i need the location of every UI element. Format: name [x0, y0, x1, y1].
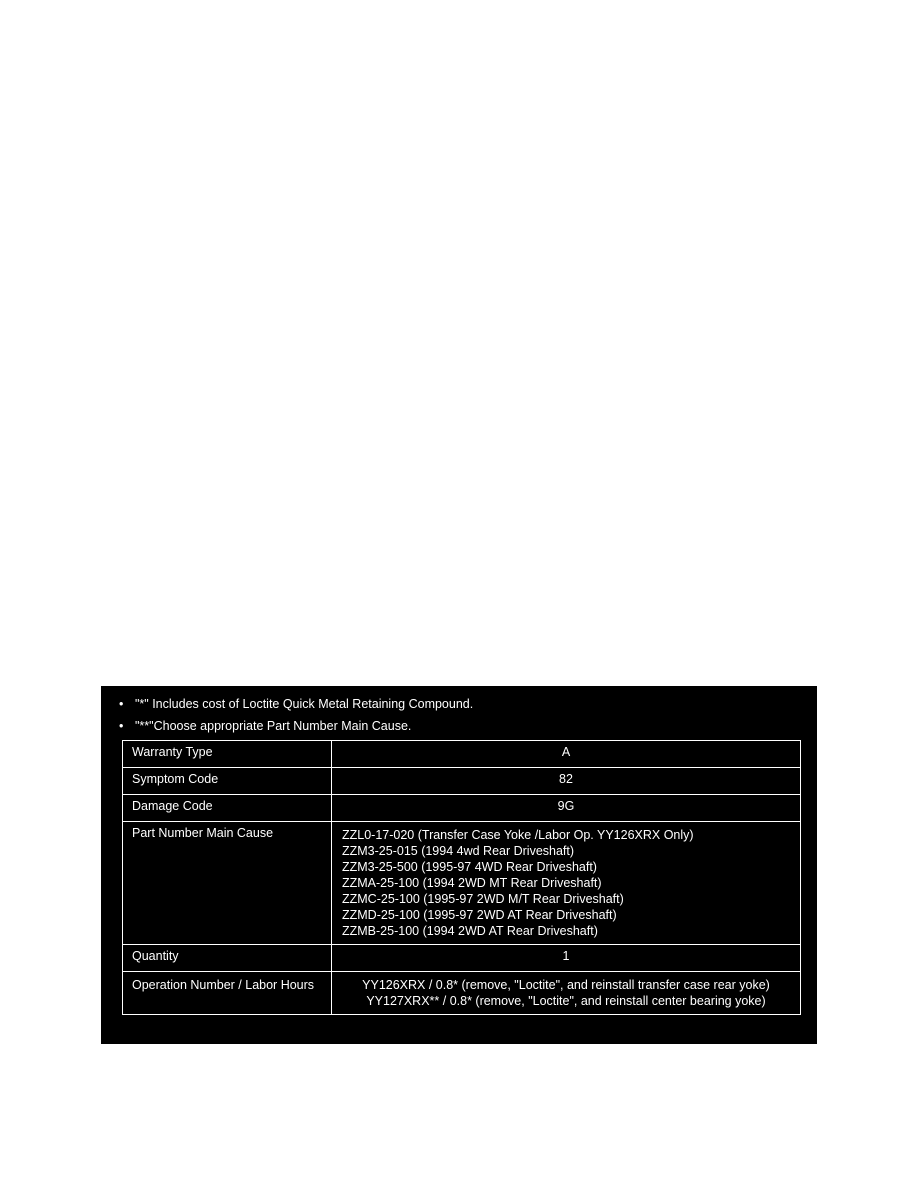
row-label: Part Number Main Cause: [123, 822, 332, 945]
row-label: Symptom Code: [123, 768, 332, 795]
table-row: [123, 795, 801, 822]
table-row: [123, 822, 801, 945]
note-text: "*" Includes cost of Loctite Quick Metal Retaining Compound.: [135, 697, 474, 711]
row-label: Damage Code: [123, 795, 332, 822]
row-value: 9G: [332, 795, 801, 822]
row-value: [332, 972, 801, 1015]
row-label: Operation Number / Labor Hours: [123, 972, 332, 1015]
note-text: "**"Choose appropriate Part Number Main Cause.: [135, 719, 412, 733]
row-value: 82: [332, 768, 801, 795]
part-number: ZZM3-25-015 (1994 4wd Rear Driveshaft): [342, 844, 575, 858]
part-number: ZZMC-25-100 (1995-97 2WD M/T Rear Driveshaft): [342, 892, 624, 906]
table-row: [123, 768, 801, 795]
warranty-table: [122, 740, 801, 1015]
row-value: [332, 822, 801, 945]
table-row: [123, 945, 801, 972]
part-number: ZZMB-25-100 (1994 2WD AT Rear Driveshaft): [342, 924, 598, 938]
note-item: [119, 693, 473, 715]
note-item: [119, 715, 473, 737]
table-row: [123, 972, 801, 1015]
part-number: ZZMA-25-100 (1994 2WD MT Rear Driveshaft): [342, 876, 602, 890]
operation-line: YY127XRX** / 0.8* (remove, "Loctite", and reinstall center bearing yoke): [366, 994, 766, 1008]
bullet-icon: •: [119, 719, 124, 733]
part-number: ZZL0-17-020 (Transfer Case Yoke /Labor Op. YY126XRX Only): [342, 828, 694, 842]
row-label: Warranty Type: [123, 741, 332, 768]
table-row: [123, 741, 801, 768]
part-number: ZZMD-25-100 (1995-97 2WD AT Rear Driveshaft): [342, 908, 617, 922]
row-value: 1: [332, 945, 801, 972]
warranty-info-panel: [101, 686, 817, 1044]
operation-line: YY126XRX / 0.8* (remove, "Loctite", and reinstall transfer case rear yoke): [362, 978, 770, 992]
row-value: A: [332, 741, 801, 768]
bullet-icon: •: [119, 697, 124, 711]
notes-list: [119, 693, 473, 737]
part-number: ZZM3-25-500 (1995-97 4WD Rear Driveshaft): [342, 860, 597, 874]
row-label: Quantity: [123, 945, 332, 972]
